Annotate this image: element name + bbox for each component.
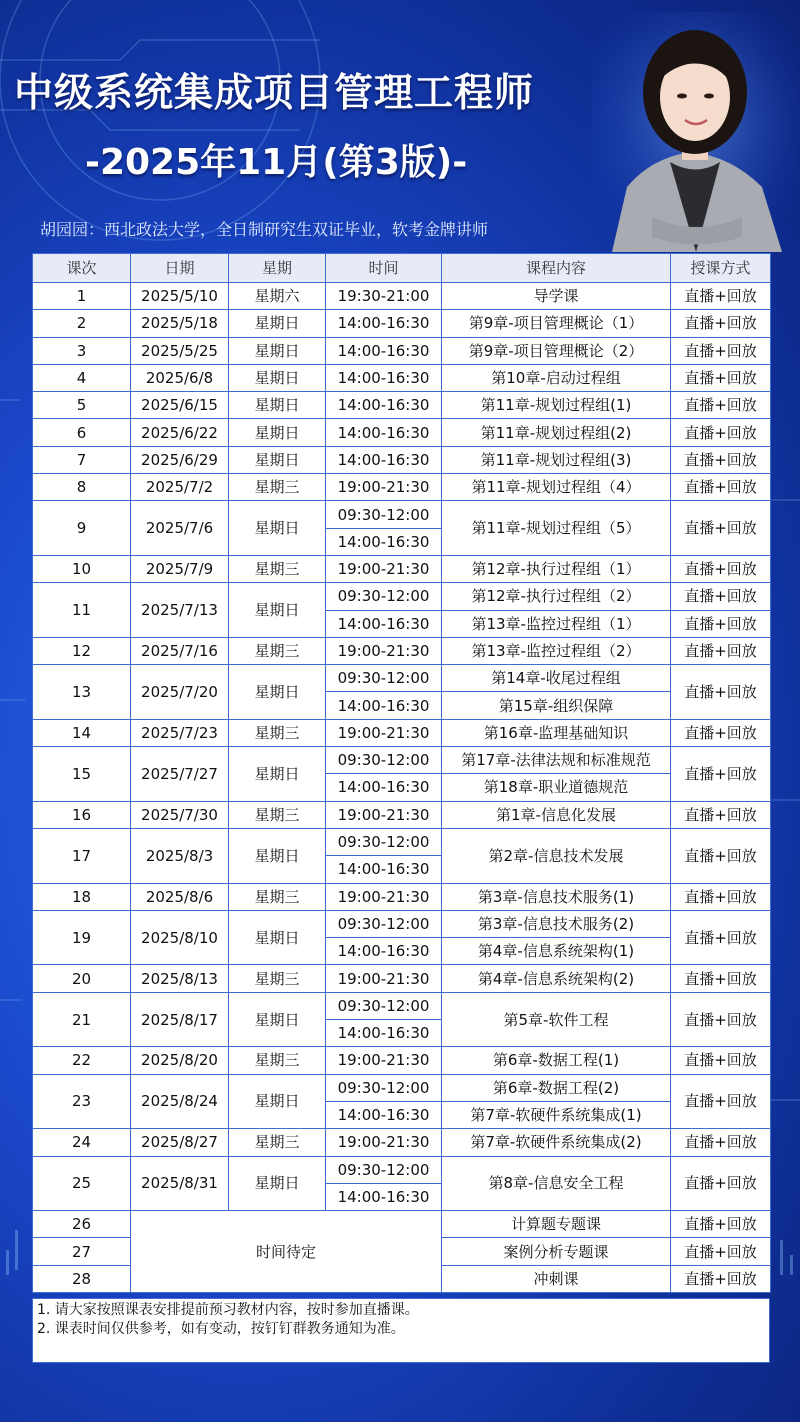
mode-cell: 直播+回放 [671,747,771,802]
date-cell: 2025/7/30 [131,801,229,828]
lesson-no-cell: 2 [33,310,131,337]
tbd-cell: 时间待定 [131,1211,442,1293]
lesson-no-cell: 16 [33,801,131,828]
mode-cell: 直播+回放 [671,1238,771,1265]
time-cell: 09:30-12:00 [326,501,442,528]
mode-cell: 直播+回放 [671,883,771,910]
content-cell: 第13章-监控过程组（2） [442,637,671,664]
schedule-table [32,253,771,1293]
table-row [33,965,771,992]
mode-cell: 直播+回放 [671,1211,771,1238]
lesson-no-cell: 9 [33,501,131,556]
note-item: 1. 请大家按照课表安排提前预习教材内容，按时参加直播课。 [37,1302,419,1318]
weekday-cell: 星期三 [229,719,326,746]
table-row [33,1047,771,1074]
teacher-intro: 胡园园：西北政法大学，全日制研究生双证毕业，软考金牌讲师 [40,220,489,239]
lesson-no-cell: 28 [33,1265,131,1292]
time-cell: 14:00-16:30 [326,337,442,364]
content-cell: 第5章-软件工程 [442,992,671,1047]
lesson-no-cell: 20 [33,965,131,992]
content-cell: 第2章-信息技术发展 [442,828,671,883]
content-cell: 导学课 [442,283,671,310]
content-cell: 第11章-规划过程组(3) [442,446,671,473]
mode-cell: 直播+回放 [671,1265,771,1292]
note-item: 2. 课表时间仅供参考，如有变动，按钉钉群教务通知为准。 [37,1321,405,1337]
time-cell: 19:00-21:30 [326,474,442,501]
table-row [33,1129,771,1156]
weekday-cell: 星期日 [229,337,326,364]
date-cell: 2025/8/27 [131,1129,229,1156]
lesson-no-cell: 5 [33,392,131,419]
table-row [33,828,771,855]
time-cell: 14:00-16:30 [326,528,442,555]
weekday-cell: 星期日 [229,364,326,391]
mode-cell: 直播+回放 [671,283,771,310]
lesson-no-cell: 25 [33,1156,131,1211]
date-cell: 2025/5/10 [131,283,229,310]
lesson-no-cell: 21 [33,992,131,1047]
table-row [33,883,771,910]
time-cell: 19:00-21:30 [326,883,442,910]
lesson-no-cell: 8 [33,474,131,501]
time-cell: 14:00-16:30 [326,446,442,473]
table-row [33,501,771,528]
date-cell: 2025/8/24 [131,1074,229,1129]
header-weekday: 星期 [229,254,326,283]
content-cell: 第4章-信息系统架构(1) [442,938,671,965]
weekday-cell: 星期日 [229,446,326,473]
mode-cell: 直播+回放 [671,1074,771,1129]
header-lesson-no: 课次 [33,254,131,283]
date-cell: 2025/8/31 [131,1156,229,1211]
lesson-no-cell: 11 [33,583,131,638]
date-cell: 2025/5/18 [131,310,229,337]
time-cell: 09:30-12:00 [326,828,442,855]
content-cell: 第17章-法律法规和标准规范 [442,747,671,774]
time-cell: 09:30-12:00 [326,1074,442,1101]
weekday-cell: 星期六 [229,283,326,310]
weekday-cell: 星期三 [229,1047,326,1074]
content-cell: 第7章-软硬件系统集成(1) [442,1101,671,1128]
date-cell: 2025/8/10 [131,910,229,965]
lesson-no-cell: 19 [33,910,131,965]
mode-cell: 直播+回放 [671,665,771,720]
time-cell: 19:00-21:30 [326,965,442,992]
table-row [33,665,771,692]
content-cell: 第11章-规划过程组（4） [442,474,671,501]
time-cell: 14:00-16:30 [326,610,442,637]
header-date: 日期 [131,254,229,283]
weekday-cell: 星期三 [229,883,326,910]
content-cell: 冲刺课 [442,1265,671,1292]
lesson-no-cell: 23 [33,1074,131,1129]
time-cell: 14:00-16:30 [326,938,442,965]
time-cell: 14:00-16:30 [326,310,442,337]
mode-cell: 直播+回放 [671,555,771,582]
mode-cell: 直播+回放 [671,446,771,473]
notes-box [32,1298,770,1363]
date-cell: 2025/7/20 [131,665,229,720]
weekday-cell: 星期日 [229,747,326,802]
weekday-cell: 星期三 [229,555,326,582]
content-cell: 第4章-信息系统架构(2) [442,965,671,992]
content-cell: 第3章-信息技术服务(2) [442,910,671,937]
weekday-cell: 星期三 [229,637,326,664]
lesson-no-cell: 17 [33,828,131,883]
weekday-cell: 星期日 [229,310,326,337]
content-cell: 第7章-软硬件系统集成(2) [442,1129,671,1156]
schedule-body [33,283,771,1293]
table-row [33,474,771,501]
mode-cell: 直播+回放 [671,965,771,992]
time-cell: 14:00-16:30 [326,364,442,391]
mode-cell: 直播+回放 [671,419,771,446]
date-cell: 2025/8/20 [131,1047,229,1074]
mode-cell: 直播+回放 [671,719,771,746]
mode-cell: 直播+回放 [671,392,771,419]
date-cell: 2025/7/9 [131,555,229,582]
date-cell: 2025/6/8 [131,364,229,391]
time-cell: 14:00-16:30 [326,392,442,419]
content-cell: 第1章-信息化发展 [442,801,671,828]
content-cell: 第16章-监理基础知识 [442,719,671,746]
mode-cell: 直播+回放 [671,583,771,610]
table-row [33,446,771,473]
content-cell: 第12章-执行过程组（1） [442,555,671,582]
table-row [33,1156,771,1183]
weekday-cell: 星期三 [229,1129,326,1156]
lesson-no-cell: 22 [33,1047,131,1074]
time-cell: 14:00-16:30 [326,1183,442,1210]
table-row [33,283,771,310]
table-row [33,337,771,364]
time-cell: 09:30-12:00 [326,665,442,692]
date-cell: 2025/7/27 [131,747,229,802]
content-cell: 第11章-规划过程组(1) [442,392,671,419]
table-row [33,310,771,337]
time-cell: 19:00-21:30 [326,555,442,582]
time-cell: 14:00-16:30 [326,1020,442,1047]
content-cell: 第8章-信息安全工程 [442,1156,671,1211]
table-row [33,1211,771,1238]
time-cell: 09:30-12:00 [326,910,442,937]
date-cell: 2025/7/6 [131,501,229,556]
content-cell: 第9章-项目管理概论（1） [442,310,671,337]
lesson-no-cell: 15 [33,747,131,802]
weekday-cell: 星期日 [229,1156,326,1211]
time-cell: 19:00-21:30 [326,801,442,828]
mode-cell: 直播+回放 [671,310,771,337]
table-row [33,719,771,746]
weekday-cell: 星期日 [229,910,326,965]
weekday-cell: 星期三 [229,474,326,501]
time-cell: 19:30-21:00 [326,283,442,310]
date-cell: 2025/6/22 [131,419,229,446]
lesson-no-cell: 10 [33,555,131,582]
weekday-cell: 星期日 [229,992,326,1047]
weekday-cell: 星期三 [229,965,326,992]
header-time: 时间 [326,254,442,283]
mode-cell: 直播+回放 [671,364,771,391]
time-cell: 19:00-21:30 [326,1129,442,1156]
content-cell: 第15章-组织保障 [442,692,671,719]
date-cell: 2025/7/2 [131,474,229,501]
lesson-no-cell: 3 [33,337,131,364]
header-mode: 授课方式 [671,254,771,283]
content-cell: 第13章-监控过程组（1） [442,610,671,637]
time-cell: 14:00-16:30 [326,419,442,446]
content-cell: 第11章-规划过程组(2) [442,419,671,446]
table-row [33,392,771,419]
header-content: 课程内容 [442,254,671,283]
content-cell: 第6章-数据工程(2) [442,1074,671,1101]
lesson-no-cell: 12 [33,637,131,664]
date-cell: 2025/8/13 [131,965,229,992]
content-cell: 第6章-数据工程(1) [442,1047,671,1074]
lesson-no-cell: 13 [33,665,131,720]
content-cell: 案例分析专题课 [442,1238,671,1265]
page-title: 中级系统集成项目管理工程师 [14,71,535,116]
weekday-cell: 星期三 [229,801,326,828]
time-cell: 14:00-16:30 [326,1101,442,1128]
mode-cell: 直播+回放 [671,1156,771,1211]
mode-cell: 直播+回放 [671,501,771,556]
time-cell: 19:00-21:30 [326,719,442,746]
lesson-no-cell: 18 [33,883,131,910]
lesson-no-cell: 26 [33,1211,131,1238]
weekday-cell: 星期日 [229,392,326,419]
content-cell: 第3章-信息技术服务(1) [442,883,671,910]
time-cell: 09:30-12:00 [326,583,442,610]
content-cell: 第10章-启动过程组 [442,364,671,391]
mode-cell: 直播+回放 [671,801,771,828]
lesson-no-cell: 7 [33,446,131,473]
weekday-cell: 星期日 [229,1074,326,1129]
content-cell: 第11章-规划过程组（5） [442,501,671,556]
date-cell: 2025/7/23 [131,719,229,746]
time-cell: 19:00-21:30 [326,1047,442,1074]
table-row [33,910,771,937]
weekday-cell: 星期日 [229,665,326,720]
lesson-no-cell: 14 [33,719,131,746]
teacher-portrait [592,12,800,252]
mode-cell: 直播+回放 [671,1047,771,1074]
table-header-row [33,254,771,283]
table-row [33,583,771,610]
date-cell: 2025/8/3 [131,828,229,883]
mode-cell: 直播+回放 [671,992,771,1047]
content-cell: 计算题专题课 [442,1211,671,1238]
date-cell: 2025/8/17 [131,992,229,1047]
weekday-cell: 星期日 [229,419,326,446]
time-cell: 09:30-12:00 [326,747,442,774]
date-cell: 2025/6/29 [131,446,229,473]
weekday-cell: 星期日 [229,583,326,638]
date-cell: 2025/5/25 [131,337,229,364]
mode-cell: 直播+回放 [671,474,771,501]
weekday-cell: 星期日 [229,828,326,883]
time-cell: 14:00-16:30 [326,856,442,883]
mode-cell: 直播+回放 [671,610,771,637]
time-cell: 14:00-16:30 [326,774,442,801]
content-cell: 第14章-收尾过程组 [442,665,671,692]
date-cell: 2025/7/13 [131,583,229,638]
mode-cell: 直播+回放 [671,637,771,664]
date-cell: 2025/7/16 [131,637,229,664]
table-row [33,637,771,664]
time-cell: 09:30-12:00 [326,1156,442,1183]
table-row [33,419,771,446]
time-cell: 19:00-21:30 [326,637,442,664]
mode-cell: 直播+回放 [671,828,771,883]
time-cell: 09:30-12:00 [326,992,442,1019]
page-subtitle: -2025年11月(第3版)- [85,142,468,183]
table-row [33,747,771,774]
lesson-no-cell: 24 [33,1129,131,1156]
weekday-cell: 星期日 [229,501,326,556]
mode-cell: 直播+回放 [671,1129,771,1156]
table-row [33,992,771,1019]
table-row [33,364,771,391]
content-cell: 第12章-执行过程组（2） [442,583,671,610]
lesson-no-cell: 6 [33,419,131,446]
date-cell: 2025/8/6 [131,883,229,910]
lesson-no-cell: 27 [33,1238,131,1265]
lesson-no-cell: 4 [33,364,131,391]
content-cell: 第9章-项目管理概论（2） [442,337,671,364]
mode-cell: 直播+回放 [671,910,771,965]
table-row [33,1074,771,1101]
content-cell: 第18章-职业道德规范 [442,774,671,801]
table-row [33,801,771,828]
table-row [33,555,771,582]
time-cell: 14:00-16:30 [326,692,442,719]
date-cell: 2025/6/15 [131,392,229,419]
mode-cell: 直播+回放 [671,337,771,364]
lesson-no-cell: 1 [33,283,131,310]
